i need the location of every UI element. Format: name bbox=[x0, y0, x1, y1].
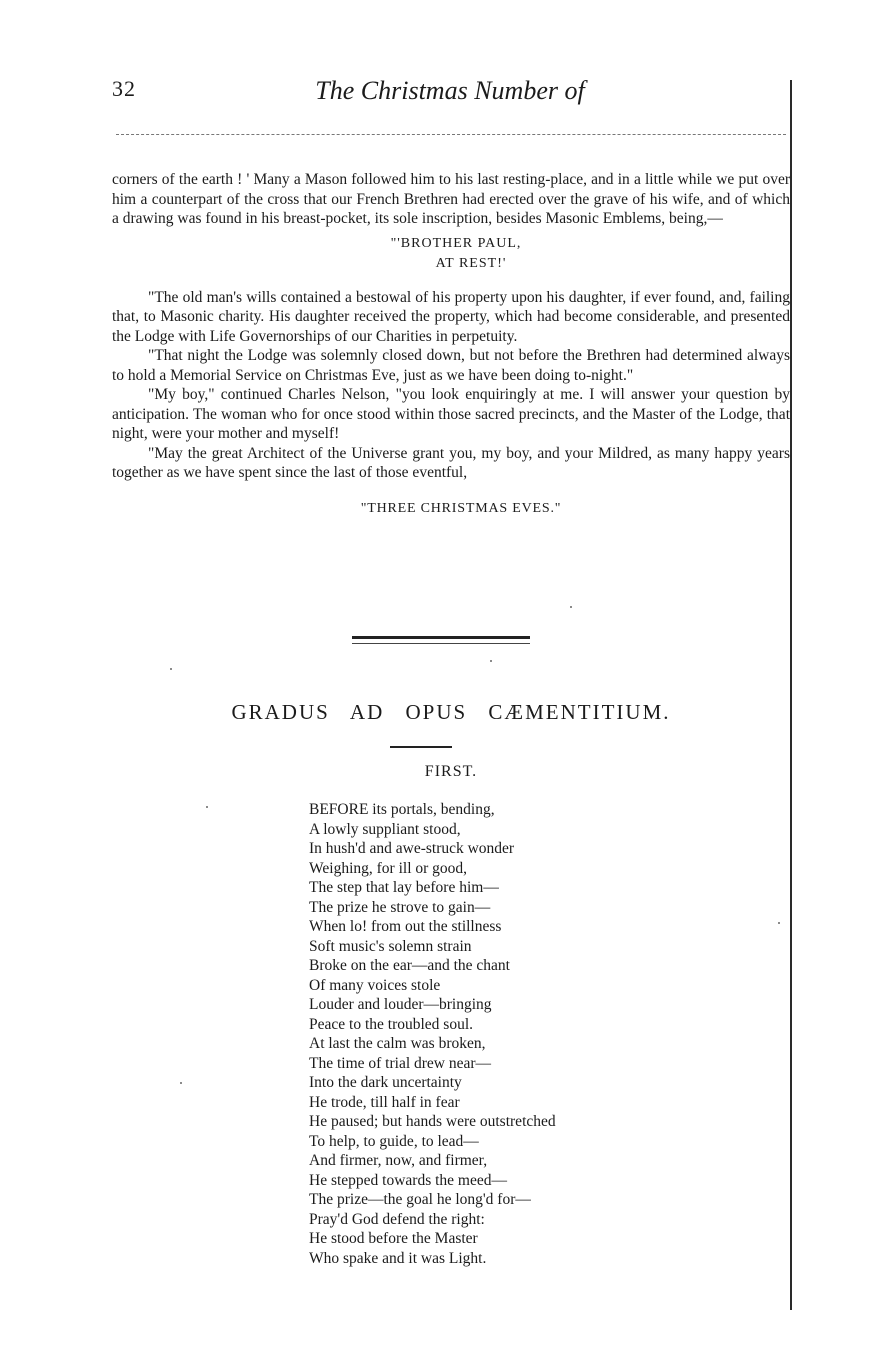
paragraph-4: "My boy," continued Charles Nelson, "you look enquiringly at me. I will answer your question by anticipation. The woman who for once stood within those sacred precincts, and the Master of the Lodge, that night, were your mother and myself! bbox=[112, 386, 790, 442]
page-header bbox=[112, 76, 788, 116]
print-speck bbox=[490, 660, 492, 662]
verse-line: Peace to the troubled soul. bbox=[309, 1015, 473, 1033]
divider-thick-rule bbox=[352, 636, 530, 639]
poem-title: GRADUS AD OPUS CÆMENTITIUM. bbox=[231, 700, 671, 724]
verse-line: He trode, till half in fear bbox=[309, 1093, 460, 1111]
paragraph-1: corners of the earth ! ' Many a Mason followed him to his last resting-place, and in a little while we put over him a counterpart of the cross that our French Brethren had erected over the grave of his wife, and of which a drawing was found in his breast-pocket, its sole inscription, besides Masonic Emblems, being,— bbox=[112, 171, 790, 227]
verse-line: Soft music's solemn strain bbox=[309, 937, 472, 955]
verse-line: Broke on the ear—and the chant bbox=[309, 957, 510, 974]
verse-line: Weighing, for ill or good, bbox=[309, 859, 468, 877]
paragraph-5: "May the great Architect of the Universe grant you, my boy, and your Mildred, as many happy years together as we have spent since the last of those eventful, bbox=[112, 444, 790, 481]
print-speck bbox=[778, 922, 780, 924]
poem-section-heading: FIRST. bbox=[424, 763, 478, 780]
verse-line: The prize he strove to gain— bbox=[309, 898, 491, 916]
paragraph-2: "The old man's wills contained a bestowal of his property upon his daughter, if ever found, and, failing that, to Masonic charity. His daughter received the property, which had become considerable, and presented the Lodge with Life Governorships of our Charities in perpetuity. bbox=[112, 288, 790, 345]
epitaph-line-1: "'BROTHER PAUL, bbox=[390, 235, 522, 251]
verse-line: When lo! from out the stillness bbox=[309, 918, 502, 935]
verse-line: The time of trial drew near— bbox=[309, 1054, 492, 1072]
verse-line: A lowly suppliant stood, bbox=[309, 820, 461, 838]
verse-line: Of many voices stole bbox=[309, 976, 441, 994]
print-speck bbox=[170, 668, 172, 670]
verse-line: And firmer, now, and firmer, bbox=[309, 1152, 488, 1169]
paragraph-3: "That night the Lodge was solemnly closed down, but not before the Brethren had determined always to hold a Memorial Service on Christmas Eve, just as we have been doing to-night." bbox=[112, 347, 790, 384]
print-speck bbox=[206, 806, 208, 808]
title-underline-rule bbox=[390, 746, 452, 748]
print-speck bbox=[570, 606, 572, 608]
running-title: The Christmas Number of bbox=[315, 76, 585, 105]
verse-line: The step that lay before him— bbox=[309, 879, 499, 896]
verse-line: In hush'd and awe-struck wonder bbox=[309, 840, 515, 857]
epitaph-line-2: AT REST!' bbox=[435, 255, 507, 271]
divider-thin-rule bbox=[352, 643, 530, 644]
verse-line: He paused; but hands were outstretched bbox=[309, 1113, 556, 1130]
verse-line: He stood before the Master bbox=[309, 1230, 478, 1247]
verse-line: To help, to guide, to lead— bbox=[309, 1132, 479, 1150]
header-rule bbox=[116, 134, 786, 135]
verse-line: He stepped towards the meed— bbox=[309, 1171, 507, 1189]
epitaph bbox=[112, 234, 790, 274]
verse-line: Who spake and it was Light. bbox=[309, 1249, 487, 1267]
section-divider bbox=[352, 636, 530, 648]
verse-line: The prize—the goal he long'd for— bbox=[309, 1191, 531, 1208]
verse-line: Pray'd God defend the right: bbox=[309, 1210, 485, 1228]
verse-line: Into the dark uncertainty bbox=[309, 1074, 462, 1091]
verse-line: BEFORE its portals, bending, bbox=[309, 801, 495, 818]
page-number: 32 bbox=[112, 76, 136, 101]
signoff: "THREE CHRISTMAS EVES." bbox=[360, 500, 562, 516]
print-speck bbox=[180, 1082, 182, 1084]
verse-line: Louder and louder—bringing bbox=[309, 996, 492, 1013]
poem-verse bbox=[309, 800, 729, 1268]
verse-line: At last the calm was broken, bbox=[309, 1035, 486, 1052]
story-conclusion bbox=[112, 170, 790, 518]
page-edge-rule bbox=[790, 80, 792, 1310]
